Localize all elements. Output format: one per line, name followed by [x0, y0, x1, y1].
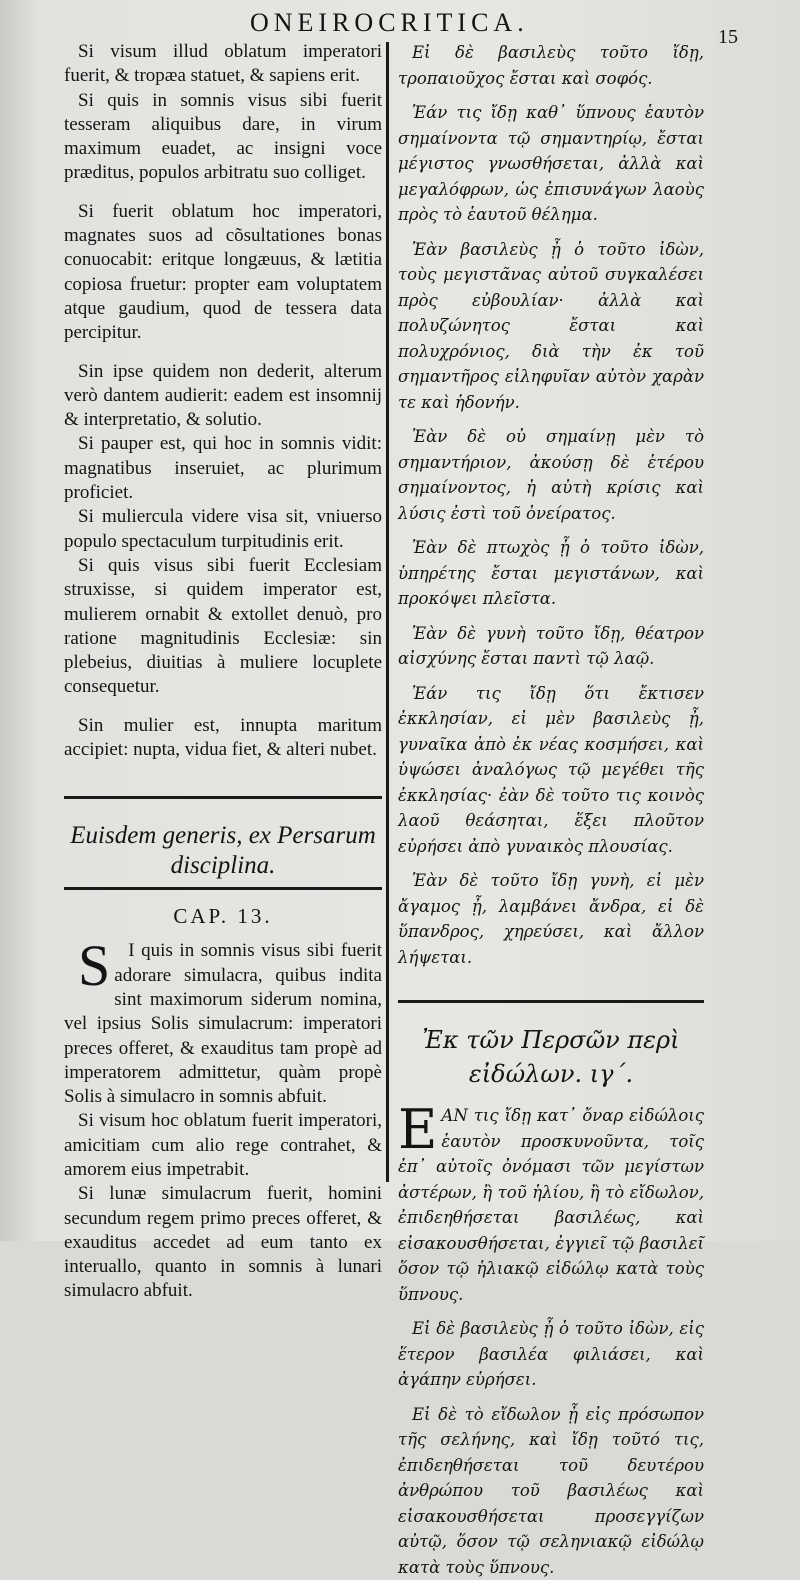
latin-paragraph: Sin mulier est, innupta maritum accipiet: nupta, vidua fiet, & alteri nubet.: [64, 714, 382, 763]
latin-paragraph: Si quis in somnis visus sibi fuerit tesseram aliquibus dare, in virum maximum euadet, ac insigni voce præditus, populos arbitratu suo colliget.: [64, 89, 382, 186]
chapter-opening-paragraph: [398, 1103, 704, 1307]
latin-paragraph: Si quis visus sibi fuerit Ecclesiam struxisse, si quidem imperator est, mulierem ornabit & extollet denuò, pro ratione magnitudinis Ecclesiæ: sin plebeius, diuitias à muliere locuplete consequetur.: [64, 554, 382, 700]
latin-paragraph: Si lunæ simulacrum fuerit, homini secundum regem primo preces offeret, & exauditus accedet ad eum tanto ex interuallo, quanto in somnis à lunari simulacro abfuit.: [64, 1182, 382, 1303]
drop-cap-letter: S: [64, 941, 110, 991]
chapter-number: CAP. 13.: [64, 904, 382, 929]
latin-paragraph: Si muliercula videre visa sit, vniuerso populo spectaculum turpitudinis erit.: [64, 505, 382, 554]
running-title: ONEIROCRITICA.: [250, 8, 529, 38]
latin-paragraph: Si pauper est, qui hoc in somnis vidit: magnatibus inseruiet, ac plurimum proficiet.: [64, 432, 382, 505]
latin-paragraph: Si fuerit oblatum hoc imperatori, magnates suos ad cõsultationes bonas conuocabit: eritque longæuus, & lætitia copiosa fruetur: propter eam voluptatem atque gaudium, quod de tessera data percipitur.: [64, 200, 382, 346]
greek-paragraph: Εἰ δὲ βασιλεὺς ᾖ ὁ τοῦτο ἰδὼν, εἰς ἕτερον βασιλέα φιλιάσει, καὶ ἀγάπην εὑρήσει.: [398, 1316, 704, 1393]
greek-paragraph: Εἰ δὲ τὸ εἴδωλον ᾖ εἰς πρόσωπον τῆς σελήνης, καὶ ἴδῃ τοῦτό τις, ἐπιδεηθήσεται τοῦ δευτέρου ἀνθρώπου τοῦ βασιλέως καὶ εἰσακουσθήσεται προσεγγίζων αὐτῷ, ὅσον τῷ σεληνιακῷ εἰδώλῳ κατὰ τοὺς ὕπνους.: [398, 1402, 704, 1580]
greek-paragraph: Ἐὰν βασιλεὺς ᾖ ὁ τοῦτο ἰδὼν, τοὺς μεγιστᾶνας αὐτοῦ συγκαλέσει πρὸς εὐβουλίαν· ἀλλὰ καὶ πολυζώνητος ἔσται καὶ πολυχρόνιος, διὰ τὴν ἐκ τοῦ σημαντῆρος εἰληφυῖαν αὐτὸν χαρὰν τε καὶ ἡδονήν.: [398, 237, 704, 416]
chapter-opening-text: I quis in somnis visus sibi fuerit adorare simulacra, quibus indita sint maximorum siderum nomina, vel ipsius Solis simulacrum: imperatori preces offeret, & exauditus tam propè ad imperatorem admittetur, quàm propè Solis à simulacro in somnis abfuit.: [64, 940, 382, 1107]
latin-paragraph: Si visum illud oblatum imperatori fuerit, & tropæa statuet, & sapiens erit.: [64, 40, 382, 89]
greek-paragraph: Εἰ δὲ βασιλεὺς τοῦτο ἴδῃ, τροπαιοῦχος ἔσται καὶ σοφός.: [398, 40, 704, 91]
latin-paragraph: Sin ipse quidem non dederit, alterum verò dantem audierit: eadem est insomnij & interpretatio, & solutio.: [64, 360, 382, 433]
running-head: [0, 6, 800, 40]
column-divider: [386, 42, 389, 1182]
greek-paragraph: Ἐάν τις ἴδῃ ὅτι ἔκτισεν ἐκκλησίαν, εἰ μὲν βασιλεὺς ᾖ, γυναῖκα ἀπὸ ἐκ νέας κοσμήσει, καὶ ὑψώσει ἀναλόγως τῷ μεγέθει τῆς ἐκκλησίας· ἐὰν δὲ τοῦτο τις κοινὸς λαοῦ θεάσηται, ἕξει πλοῦτον εὑρήσει ἀπὸ γυναικὸς πλουσίας.: [398, 681, 704, 860]
latin-column: [64, 40, 382, 1220]
chapter-opening-paragraph: [64, 939, 382, 1109]
latin-paragraph: Si visum hoc oblatum fuerit imperatori, amicitiam cum alio rege contrahet, & amorem eius impetrabit.: [64, 1109, 382, 1182]
greek-column: [398, 40, 704, 1220]
greek-paragraph: Ἐὰν δὲ γυνὴ τοῦτο ἴδῃ, θέατρον αἰσχύνης ἔσται παντὶ τῷ λαῷ.: [398, 621, 704, 672]
page-number: 15: [718, 26, 738, 49]
section-rule: [398, 1000, 704, 1003]
section-rule: [64, 796, 382, 799]
section-heading-line: Ἐκ τῶν Περσῶν περὶ: [398, 1023, 704, 1057]
greek-paragraph: Ἐάν τις ἴδῃ καθ᾽ ὕπνους ἑαυτὸν σημαίνοντα τῷ σημαντηρίῳ, ἔσται μέγιστος γνωσθήσεται, ἀλλὰ καὶ μεγαλόφρων, ὡς ἐπισυνάγων λαοὺς πρὸς τὸ ἑαυτοῦ θέλημα.: [398, 100, 704, 228]
section-heading-latin: Euisdem generis, ex Persarum disciplina.: [64, 821, 382, 881]
section-heading-line: εἰδώλων. ιγ´.: [398, 1057, 704, 1091]
section-rule: [64, 887, 382, 890]
chapter-opening-text: ΑΝ τις ἴδῃ κατ᾽ ὄναρ εἰδώλοις ἑαυτὸν προσκυνοῦντα, τοῖς ἐπ᾽ αὐτοῖς ὀνόμασι τῶν μεγίστων ἀστέρων, ἢ τοῦ ἡλίου, ἢ τὸ εἴδωλον, ἐπιδεηθήσεται βασιλέως, καὶ εἰσακουσθήσεται, ἐγγιεῖ τῷ βασιλεῖ ὅσον τῷ ἡλιακῷ εἰδώλῳ κατὰ τοὺς ὕπνους.: [398, 1106, 704, 1304]
drop-cap-letter: Ε: [398, 1107, 437, 1153]
greek-paragraph: Ἐὰν δὲ οὐ σημαίνῃ μὲν τὸ σημαντήριον, ἀκούσῃ δὲ ἑτέρου σημαίνοντος, ἡ αὐτὴ κρίσις καὶ λύσις ἐστὶ τοῦ ὀνείρατος.: [398, 424, 704, 526]
greek-paragraph: Ἐὰν δὲ τοῦτο ἴδῃ γυνὴ, εἰ μὲν ἄγαμος ᾖ, λαμβάνει ἄνδρα, εἰ δὲ ὕπανδρος, χηρεύσει, καὶ ἄλλον λήψεται.: [398, 868, 704, 970]
greek-paragraph: Ἐὰν δὲ πτωχὸς ᾖ ὁ τοῦτο ἰδὼν, ὑπηρέτης ἔσται μεγιστάνων, καὶ προκόψει πλεῖστα.: [398, 535, 704, 612]
section-heading-greek: [398, 1023, 704, 1091]
